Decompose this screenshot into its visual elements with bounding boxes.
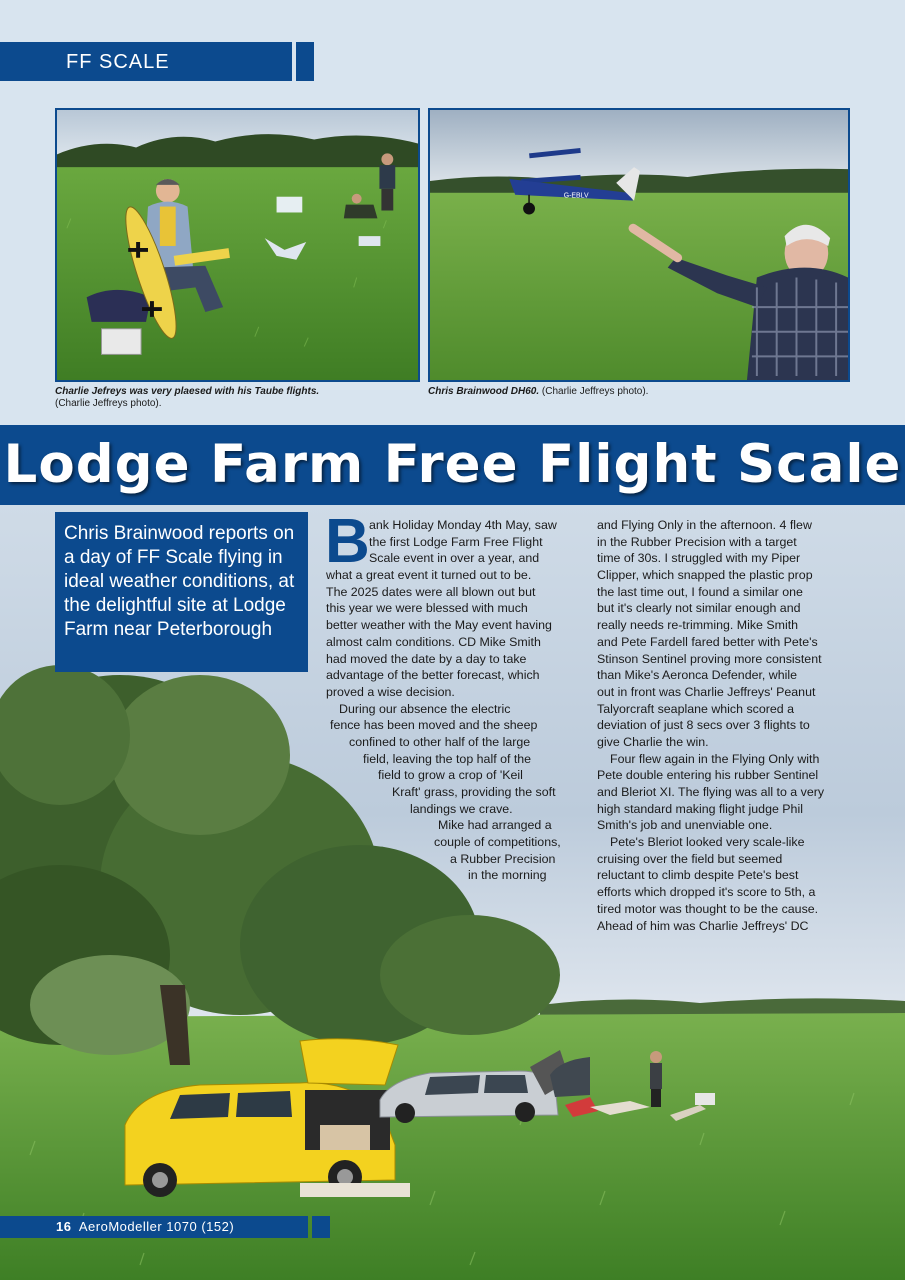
article-line: advantage of the better forecast, which <box>326 668 540 683</box>
magazine-issue: AeroModeller 1070 (152) <box>78 1219 235 1234</box>
article-line: time of 30s. I struggled with my Piper <box>597 551 801 566</box>
caption-taube <box>55 386 385 410</box>
photo-taube <box>55 108 420 382</box>
article-line: better weather with the May event having <box>326 618 552 633</box>
article-line: in the Rubber Precision with a target <box>597 534 797 549</box>
article-line: what a great event it turned out to be. <box>326 568 532 583</box>
article-line: and Bleriot XI. The flying was all to a very <box>597 785 825 799</box>
article-line: a Rubber Precision <box>450 851 556 866</box>
article-line: Talyorcraft seaplane which scored a <box>597 701 794 716</box>
article-line: Kraft' grass, providing the soft <box>392 785 556 799</box>
article-line: this year we were blessed with much <box>326 601 528 616</box>
article-line: ank Holiday Monday 4th May, saw <box>369 518 557 532</box>
article-line: the first Lodge Farm Free Flight <box>369 534 543 549</box>
article-line: Stinson Sentinel proving more consistent <box>597 651 822 666</box>
article-line: the last time out, I found a similar one <box>597 584 803 599</box>
article-line: out in front was Charlie Jeffreys' Peanut <box>597 684 816 699</box>
photo-dh60 <box>428 108 850 382</box>
article-line: really needs re-trimming. Mike Smith <box>597 618 799 633</box>
footer-bar <box>0 1216 308 1238</box>
caption-dh60-text: Chris Brainwood DH60. <box>428 386 540 397</box>
article-line: Pete's Bleriot looked very scale-like <box>610 835 805 850</box>
article-line: but it's clearly not similar enough and <box>597 601 801 616</box>
headline: Lodge Farm Free Flight Scale <box>3 434 902 495</box>
article-line: efforts which dropped it's score to 5th, a <box>597 885 816 900</box>
article-column-2 <box>597 517 859 934</box>
article-line: reluctant to climb despite Pete's best <box>597 868 799 883</box>
article-line: Pete double entering his rubber Sentinel <box>597 768 819 783</box>
article-column-1 <box>325 507 588 884</box>
article-line: and Flying Only in the afternoon. 4 flew <box>597 518 812 532</box>
section-tab-accent <box>296 42 314 81</box>
page-number: 16 <box>56 1219 72 1234</box>
article-line: confined to other half of the large <box>349 734 531 749</box>
caption-dh60 <box>428 386 828 398</box>
article-line: proved a wise decision. <box>326 684 455 699</box>
drop-cap: B <box>325 507 370 576</box>
article-line: Mike had arranged a <box>438 818 552 833</box>
standfirst: Chris Brainwood reports on a day of FF Scale flying in ideal weather conditions, at the delightful site at Lodge Farm near Peterborough <box>55 512 308 672</box>
caption-taube-credit: (Charlie Jeffreys photo). <box>55 398 162 409</box>
article-line: Scale event in over a year, and <box>369 551 540 566</box>
article-line: almost calm conditions. CD Mike Smith <box>326 634 541 649</box>
article-line: and Pete Fardell fared better with Pete's <box>597 634 818 649</box>
plane-registration: G-EBLV <box>563 192 589 200</box>
headline-band <box>0 425 905 505</box>
footer-accent <box>312 1216 330 1238</box>
article-line: landings we crave. <box>410 801 513 816</box>
section-tab <box>0 42 292 81</box>
article-line: The 2025 dates were all blown out but <box>326 584 536 599</box>
article-line: give Charlie the win. <box>597 734 709 749</box>
caption-dh60-credit: (Charlie Jeffreys photo). <box>541 386 649 397</box>
article-line: Clipper, which snapped the plastic prop <box>597 568 813 583</box>
article-line: than Mike's Aeronca Defender, while <box>597 668 798 683</box>
article-line: in the morning <box>468 868 547 883</box>
article-line: tired motor was thought to be the cause. <box>597 901 819 916</box>
section-label: FF SCALE <box>66 51 170 73</box>
caption-taube-text: Charlie Jefreys was very plaesed with his Taube flights. <box>55 386 320 397</box>
article-line: Ahead of him was Charlie Jeffreys' DC <box>597 918 809 933</box>
article-line: couple of competitions, <box>434 835 561 850</box>
article-line: field, leaving the top half of the <box>363 751 532 766</box>
article-line: field to grow a crop of 'Keil <box>378 768 523 783</box>
article-line: During our absence the electric <box>339 701 511 716</box>
article-line: high standard making flight judge Phil <box>597 801 803 816</box>
article-line: cruising over the field but seemed <box>597 851 783 866</box>
article-line: fence has been moved and the sheep <box>330 718 538 733</box>
article-line: had moved the date by a day to take <box>326 651 527 666</box>
article-line: Smith's job and unenviable one. <box>597 818 773 833</box>
article-line: Four flew again in the Flying Only with <box>610 751 820 766</box>
article-line: deviation of just 8 secs over 3 flights to <box>597 718 810 733</box>
